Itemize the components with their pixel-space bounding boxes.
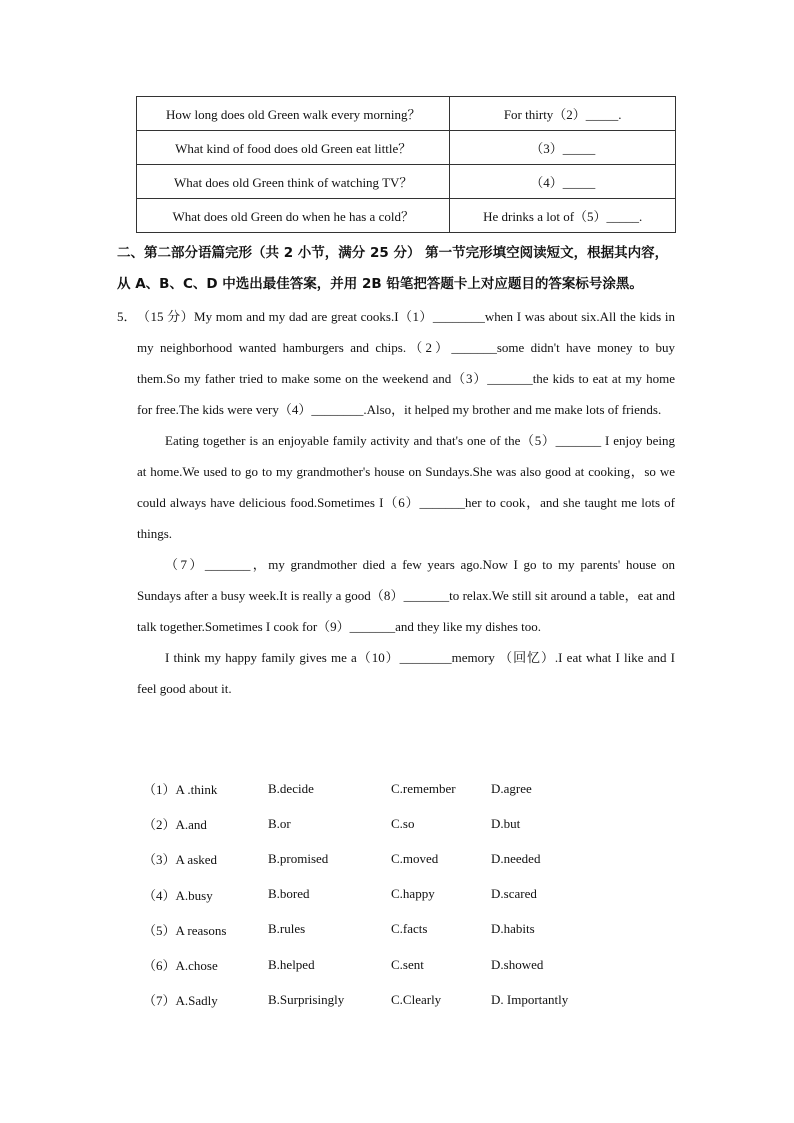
table-question: What kind of food does old Green eat little？ [137, 131, 450, 165]
table-row [137, 199, 676, 233]
option-row [143, 771, 591, 806]
passage-paragraph-2: Eating together is an enjoyable family activity and that's one of the（5）_______ I enjoy being at home.We used to go to my grandmother's house on Sundays.She was also good at cooking，so we could always have delicious food.Sometimes I（6）_______her to cook，and she taught me lots of things. [137, 433, 675, 541]
option-d: D.showed [491, 956, 544, 972]
option-c: C.so [391, 815, 415, 831]
cloze-passage [137, 301, 675, 704]
table-answer: For thirty（2）_____. [450, 97, 676, 131]
option-c: C.moved [391, 850, 439, 866]
option-d: D.scared [491, 886, 537, 902]
option-a: （4）A.busy [143, 887, 213, 903]
option-d: D.habits [491, 921, 535, 937]
option-b: B.or [268, 815, 291, 831]
option-a: （2）A.and [143, 817, 207, 833]
option-c: C.facts [391, 921, 428, 937]
table-row [137, 97, 676, 131]
option-c: C.remember [391, 780, 456, 796]
option-row [143, 947, 591, 982]
table-answer: （3）_____ [450, 131, 676, 165]
passage-paragraph-1: （15 分）My mom and my dad are great cooks.I（1）________when I was about six.All the kids in my neighborhood wanted hamburgers and chips.（2）_______some didn't have money to buy them.So my father tried to make some on the weekend and（3）_______the kids to eat at my home for free.The kids were very（4）________.Also，it helped my brother and me make lots of friends. [137, 309, 675, 417]
option-d: D.but [491, 815, 521, 831]
option-b: B.rules [268, 921, 306, 937]
passage-paragraph-3: （7）_______，my grandmother died a few years ago.Now I go to my parents' house on Sundays after a busy week.It is really a good（8）_______to relax.We still sit around a table，eat and talk together.Sometimes I cook for（9）_______and they like my dishes too. [137, 557, 675, 634]
question-number: 5． [117, 309, 137, 324]
section-heading-line-2: 从 A、B、C、D 中选出最佳答案，并用 2B 铅笔把答题卡上对应题目的答案标号涂黑。 [117, 276, 643, 292]
qa-table [136, 96, 676, 233]
option-a: （7）A.Sadly [143, 993, 218, 1009]
table-row [137, 131, 676, 165]
option-c: C.happy [391, 886, 435, 902]
table-question: What does old Green do when he has a cold？ [137, 199, 450, 233]
option-b: B.Surprisingly [268, 991, 345, 1007]
option-d: D. Importantly [491, 991, 569, 1007]
option-b: B.promised [268, 850, 329, 866]
option-c: C.sent [391, 956, 424, 972]
option-a: （3）A asked [143, 852, 218, 868]
option-a: （1）A .think [143, 782, 218, 798]
option-row [143, 912, 591, 947]
option-row [143, 806, 591, 841]
option-c: C.Clearly [391, 991, 442, 1007]
option-row [143, 841, 591, 876]
table-row [137, 165, 676, 199]
table-question: How long does old Green walk every morning？ [137, 97, 450, 131]
option-row [143, 877, 591, 912]
passage-paragraph-4: I think my happy family gives me a（10）________memory （回忆）.I eat what I like and I feel good about it. [137, 650, 675, 696]
section-heading-line-1: 二、第二部分语篇完形（共 2 小节，满分 25 分） 第一节完形填空阅读短文，根据其内容， [117, 245, 669, 261]
option-d: D.agree [491, 780, 532, 796]
answer-options [143, 771, 591, 1017]
option-d: D.needed [491, 850, 541, 866]
option-b: B.bored [268, 886, 310, 902]
option-row [143, 982, 591, 1017]
option-b: B.decide [268, 780, 314, 796]
table-answer: （4）_____ [450, 165, 676, 199]
option-a: （6）A.chose [143, 958, 218, 974]
table-question: What does old Green think of watching TV？ [137, 165, 450, 199]
option-b: B.helped [268, 956, 315, 972]
table-answer: He drinks a lot of（5）_____. [450, 199, 676, 233]
option-a: （5）A reasons [143, 922, 227, 938]
